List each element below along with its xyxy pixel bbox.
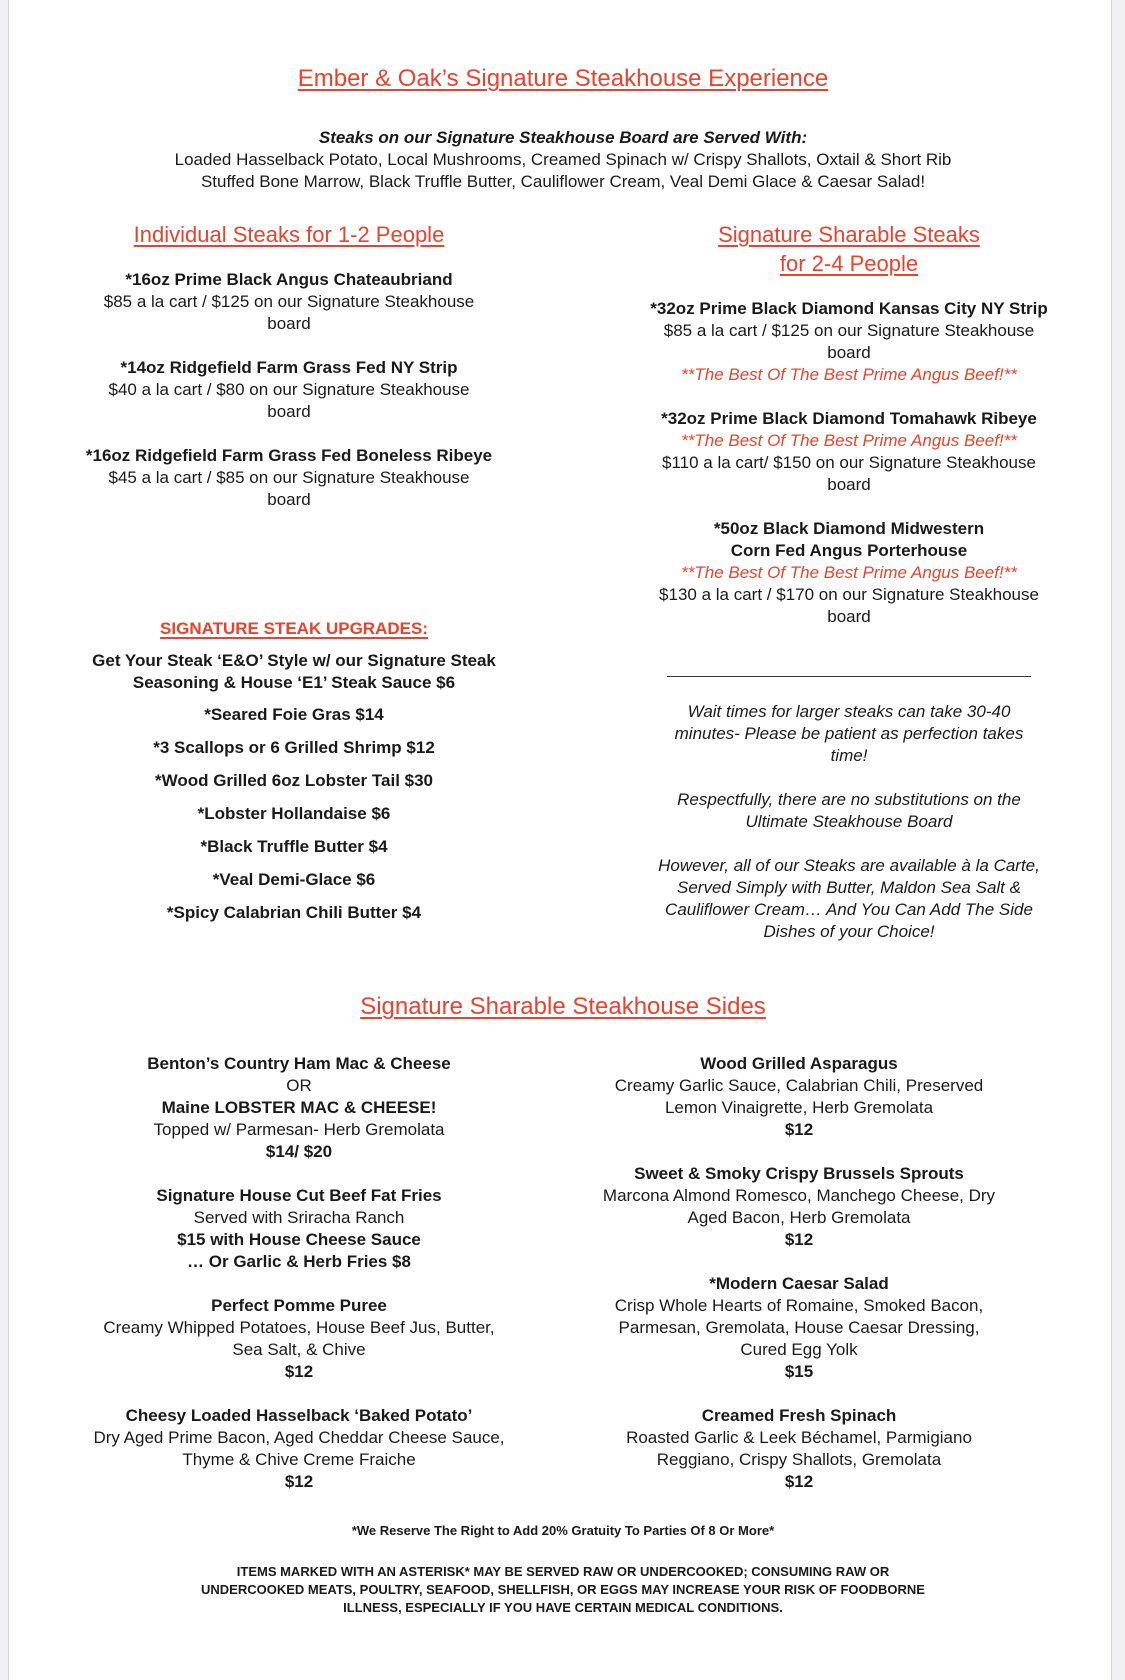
side-desc: Creamy Garlic Sauce, Calabrian Chili, Preserved — [614, 1076, 984, 1095]
side-name: Perfect Pomme Puree — [211, 1296, 387, 1315]
note-substitutions — [629, 789, 1069, 833]
side-name: Sweet & Smoky Crispy Brussels Sprouts — [634, 1164, 964, 1183]
steak-item — [69, 357, 509, 423]
served-with-block — [9, 127, 1117, 193]
steak-price: board — [827, 343, 871, 362]
side-name: Wood Grilled Asparagus — [700, 1054, 898, 1073]
side-desc: Marcona Almond Romesco, Manchego Cheese, Dry — [602, 1186, 996, 1205]
steak-name: *50oz Black Diamond Midwestern — [713, 519, 985, 538]
served-with-line: Loaded Hasselback Potato, Local Mushrooms, Creamed Spinach w/ Crispy Shallots, Oxtail & Short Rib — [174, 150, 952, 169]
steak-name: *32oz Prime Black Diamond Tomahawk Ribeye — [661, 409, 1037, 428]
side-desc: Parmesan, Gremolata, House Caesar Dressing, — [618, 1318, 980, 1337]
note-line: minutes- Please be patient as perfection takes — [674, 724, 1024, 743]
note-line: Respectfully, there are no substitutions on the — [677, 790, 1021, 809]
side-price: $12 — [284, 1362, 314, 1381]
side-item-hasselback — [69, 1405, 529, 1493]
side-name: Signature House Cut Beef Fat Fries — [156, 1186, 442, 1205]
note-line: time! — [830, 746, 868, 765]
steak-item — [619, 298, 1079, 386]
upgrade-eo-style — [59, 650, 529, 694]
steak-price: $110 a la cart/ $150 on our Signature Steakhouse — [662, 453, 1036, 472]
side-desc: Cured Egg Yolk — [740, 1340, 858, 1359]
side-desc: Reggiano, Crispy Shallots, Gremolata — [656, 1450, 942, 1469]
note-line: Dishes of your Choice! — [763, 922, 935, 941]
steak-note: **The Best Of The Best Prime Angus Beef!** — [681, 365, 1017, 384]
side-item-spinach — [579, 1405, 1019, 1493]
steak-note: **The Best Of The Best Prime Angus Beef!** — [681, 563, 1017, 582]
side-desc: Roasted Garlic & Leek Béchamel, Parmigiano — [626, 1428, 972, 1447]
side-name: Cheesy Loaded Hasselback ‘Baked Potato’ — [125, 1406, 473, 1425]
upgrade-line: Get Your Steak ‘E&O’ Style w/ our Signature Steak — [92, 651, 496, 670]
side-price: … Or Garlic & Herb Fries $8 — [187, 1252, 411, 1271]
steak-price: $45 a la cart / $85 on our Signature Steakhouse — [108, 468, 470, 487]
gratuity-note: *We Reserve The Right to Add 20% Gratuity To Parties Of 8 Or More* — [351, 1523, 775, 1538]
side-name: Maine LOBSTER MAC & CHEESE! — [161, 1098, 437, 1117]
sides-right-column — [579, 1053, 1019, 1515]
steak-item — [619, 518, 1079, 628]
steak-price: board — [267, 490, 311, 509]
health-warning — [9, 1563, 1117, 1617]
side-item-mac — [69, 1053, 529, 1163]
side-desc: Topped w/ Parmesan- Herb Gremolata — [153, 1120, 445, 1139]
upgrade-item: *3 Scallops or 6 Grilled Shrimp $12 — [153, 738, 435, 757]
individual-heading: Individual Steaks for 1-2 People — [133, 222, 445, 247]
side-item-pomme — [69, 1295, 529, 1383]
note-line: Served Simply with Butter, Maldon Sea Salt & — [677, 878, 1021, 897]
warning-line: ITEMS MARKED WITH AN ASTERISK* MAY BE SERVED RAW OR UNDERCOOKED; CONSUMING RAW OR — [236, 1564, 890, 1579]
upgrades-section — [59, 618, 529, 935]
individual-steaks-section — [69, 220, 509, 533]
side-name: *Modern Caesar Salad — [709, 1274, 889, 1293]
side-price: $12 — [784, 1120, 814, 1139]
page-title: Ember & Oak’s Signature Steakhouse Experience — [297, 65, 829, 92]
notes-section — [629, 701, 1069, 943]
steak-price: board — [827, 475, 871, 494]
sides-left-column — [69, 1053, 529, 1515]
divider — [667, 676, 1031, 677]
side-desc: Crisp Whole Hearts of Romaine, Smoked Bacon, — [614, 1296, 984, 1315]
steak-price: $130 a la cart / $170 on our Signature Steakhouse — [659, 585, 1039, 604]
upgrade-item: *Seared Foie Gras $14 — [204, 705, 384, 724]
upgrades-heading: SIGNATURE STEAK UPGRADES: — [160, 619, 428, 638]
sides-heading: Signature Sharable Steakhouse Sides — [360, 993, 766, 1020]
side-desc: Creamy Whipped Potatoes, House Beef Jus, Butter, — [103, 1318, 495, 1337]
sharable-heading: Signature Sharable Steaks — [718, 222, 980, 247]
note-a-la-carte — [629, 855, 1069, 943]
upgrade-line: Seasoning & House ‘E1’ Steak Sauce $6 — [132, 673, 456, 692]
upgrade-item: *Spicy Calabrian Chili Butter $4 — [166, 903, 422, 922]
steak-item — [69, 445, 509, 511]
steak-item — [619, 408, 1079, 496]
note-line: Cauliflower Cream… And You Can Add The Side — [665, 900, 1033, 919]
side-price: $14/ $20 — [265, 1142, 333, 1161]
side-desc: Served with Sriracha Ranch — [193, 1208, 405, 1227]
note-wait — [629, 701, 1069, 767]
steak-name: *16oz Ridgefield Farm Grass Fed Boneless Ribeye — [85, 446, 493, 465]
note-line: However, all of our Steaks are available à la Carte, — [658, 856, 1040, 875]
upgrade-item: *Veal Demi-Glace $6 — [212, 870, 376, 889]
side-item-fries — [69, 1185, 529, 1273]
served-with-label: Steaks on our Signature Steakhouse Board are Served With: — [318, 128, 808, 147]
steak-price: board — [267, 314, 311, 333]
note-line: Wait times for larger steaks can take 30-40 — [687, 702, 1011, 721]
menu-page — [8, 0, 1112, 1680]
warning-line: ILLNESS, ESPECIALLY IF YOU HAVE CERTAIN MEDICAL CONDITIONS. — [343, 1600, 783, 1615]
side-price: $15 with House Cheese Sauce — [177, 1230, 421, 1249]
upgrade-item: *Wood Grilled 6oz Lobster Tail $30 — [154, 771, 434, 790]
steak-name: *14oz Ridgefield Farm Grass Fed NY Strip — [120, 358, 458, 377]
side-item-caesar — [579, 1273, 1019, 1383]
side-price: $15 — [784, 1362, 814, 1381]
steak-item — [69, 269, 509, 335]
side-name: Creamed Fresh Spinach — [701, 1406, 897, 1425]
steak-price: board — [267, 402, 311, 421]
steak-name: *16oz Prime Black Angus Chateaubriand — [125, 270, 453, 289]
side-desc: Dry Aged Prime Bacon, Aged Cheddar Cheese Sauce, — [93, 1428, 505, 1447]
steak-price: $85 a la cart / $125 on our Signature Steakhouse — [663, 321, 1035, 340]
served-with-line: Stuffed Bone Marrow, Black Truffle Butter, Cauliflower Cream, Veal Demi Glace & Caesar Salad! — [200, 172, 926, 191]
steak-name: *32oz Prime Black Diamond Kansas City NY Strip — [650, 299, 1048, 318]
note-line: Ultimate Steakhouse Board — [745, 812, 953, 831]
side-desc: Thyme & Chive Creme Fraiche — [182, 1450, 416, 1469]
steak-price: $85 a la cart / $125 on our Signature Steakhouse — [103, 292, 475, 311]
steak-price: $40 a la cart / $80 on our Signature Steakhouse — [108, 380, 470, 399]
side-desc: Aged Bacon, Herb Gremolata — [687, 1208, 911, 1227]
side-item-brussels — [579, 1163, 1019, 1251]
upgrade-item: *Lobster Hollandaise $6 — [197, 804, 391, 823]
side-or: OR — [286, 1076, 312, 1095]
side-price: $12 — [784, 1472, 814, 1491]
sharable-steaks-section — [619, 220, 1079, 650]
side-price: $12 — [784, 1230, 814, 1249]
upgrade-item: *Black Truffle Butter $4 — [200, 837, 388, 856]
steak-price: board — [827, 607, 871, 626]
steak-name: Corn Fed Angus Porterhouse — [730, 541, 968, 560]
side-name: Benton’s Country Ham Mac & Cheese — [147, 1054, 451, 1073]
side-desc: Lemon Vinaigrette, Herb Gremolata — [664, 1098, 934, 1117]
sharable-heading: for 2-4 People — [779, 251, 919, 276]
side-price: $12 — [284, 1472, 314, 1491]
side-desc: Sea Salt, & Chive — [232, 1340, 366, 1359]
warning-line: UNDERCOOKED MEATS, POULTRY, SEAFOOD, SHELLFISH, OR EGGS MAY INCREASE YOUR RISK OF FOODBORNE — [201, 1582, 925, 1597]
side-item-asparagus — [579, 1053, 1019, 1141]
steak-note: **The Best Of The Best Prime Angus Beef!** — [681, 431, 1017, 450]
